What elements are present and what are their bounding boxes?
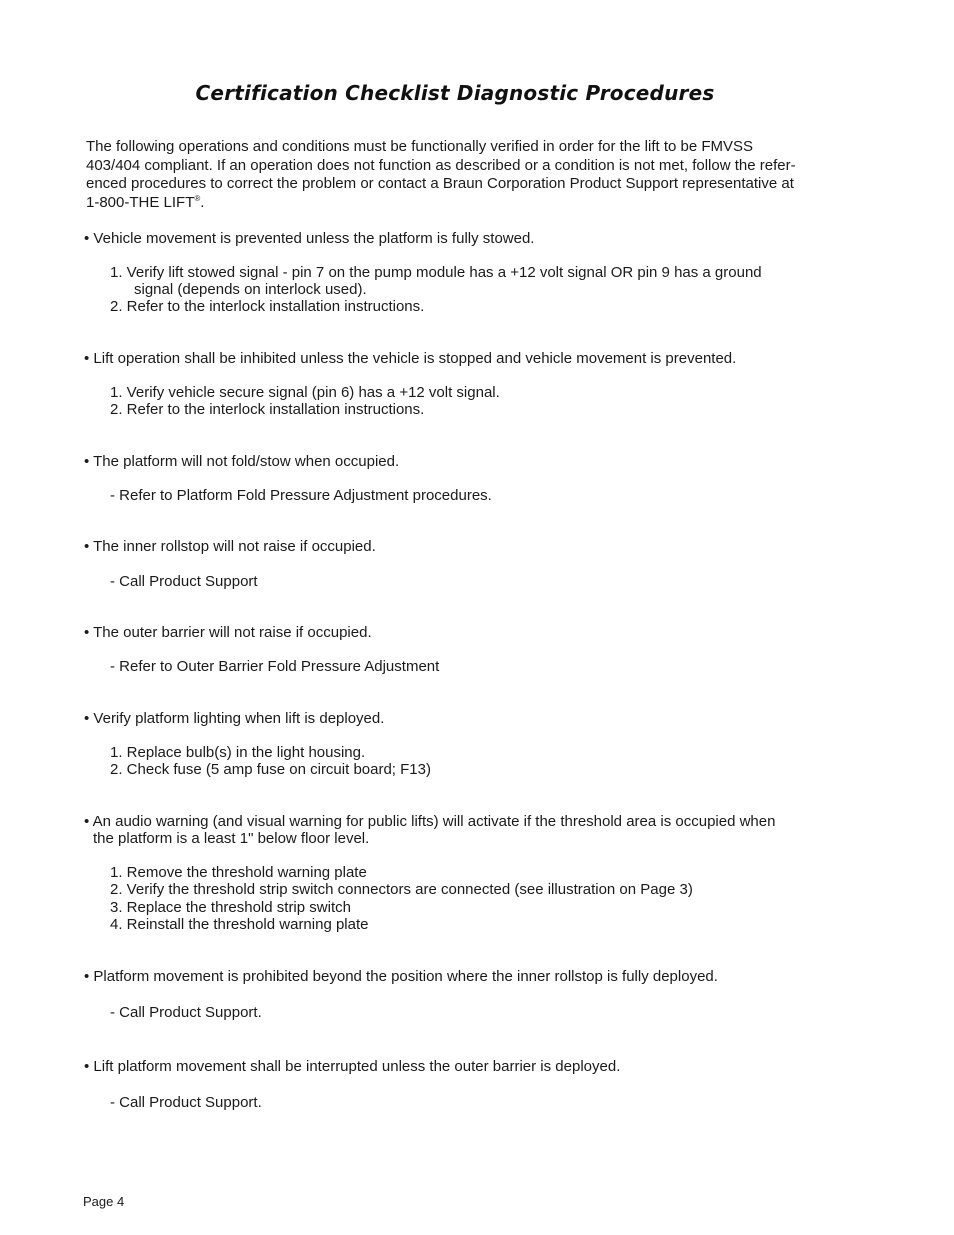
checklist-item: • Platform movement is prohibited beyond the position where the inner rollstop is fully deployed. xyxy=(84,968,718,985)
phone-number: 1-800-THE LIFT xyxy=(86,193,195,211)
procedure-step: 2. Refer to the interlock installation instructions. xyxy=(110,298,425,315)
checklist-item: • The inner rollstop will not raise if occupied. xyxy=(84,538,376,555)
procedure-step: 2. Refer to the interlock installation instructions. xyxy=(110,401,425,418)
procedure-step: - Call Product Support. xyxy=(110,1004,262,1021)
checklist-item: • An audio warning (and visual warning for public lifts) will activate if the threshold area is occupied when xyxy=(84,813,776,830)
procedure-step: 1. Replace bulb(s) in the light housing. xyxy=(110,744,366,761)
intro-line: enced procedures to correct the problem or contact a Braun Corporation Product Support representative at xyxy=(86,175,794,192)
procedure-step: 1. Verify vehicle secure signal (pin 6) has a +12 volt signal. xyxy=(110,384,500,401)
checklist-item-continued: the platform is a least 1" below floor level. xyxy=(93,830,370,847)
intro-paragraph xyxy=(86,138,836,212)
intro-line: The following operations and conditions must be functionally verified in order for the lift to be FMVSS xyxy=(86,138,754,155)
checklist-item: • The outer barrier will not raise if occupied. xyxy=(84,624,372,641)
procedure-step-continued: signal (depends on interlock used). xyxy=(134,281,367,298)
checklist-item: • Lift operation shall be inhibited unless the vehicle is stopped and vehicle movement is prevented. xyxy=(84,350,737,367)
procedure-step: - Call Product Support xyxy=(110,573,258,590)
procedure-step: 1. Remove the threshold warning plate xyxy=(110,864,367,881)
checklist-item: • Verify platform lighting when lift is deployed. xyxy=(84,710,385,727)
procedure-step: 4. Reinstall the threshold warning plate xyxy=(110,916,369,933)
checklist-item: • The platform will not fold/stow when occupied. xyxy=(84,453,400,470)
procedure-step: - Refer to Platform Fold Pressure Adjustment procedures. xyxy=(110,487,492,504)
period: . xyxy=(200,193,205,211)
registered-mark: ® xyxy=(194,193,201,203)
checklist-item: • Lift platform movement shall be interrupted unless the outer barrier is deployed. xyxy=(84,1058,621,1075)
procedure-step: 2. Verify the threshold strip switch connectors are connected (see illustration on Page 3) xyxy=(110,881,693,898)
page-title: Certification Checklist Diagnostic Procedures xyxy=(195,81,715,105)
intro-line: 403/404 compliant. If an operation does not function as described or a condition is not met, follow the refer- xyxy=(86,156,796,174)
intro-line xyxy=(86,194,836,213)
checklist-item: • Vehicle movement is prevented unless the platform is fully stowed. xyxy=(84,230,535,247)
procedure-step: 3. Replace the threshold strip switch xyxy=(110,899,351,916)
procedure-step: 2. Check fuse (5 amp fuse on circuit board; F13) xyxy=(110,761,431,778)
page-number: Page 4 xyxy=(83,1194,125,1209)
procedure-step: - Refer to Outer Barrier Fold Pressure Adjustment xyxy=(110,658,440,675)
procedure-step: 1. Verify lift stowed signal - pin 7 on the pump module has a +12 volt signal OR pin 9 has a ground xyxy=(110,264,762,281)
procedure-step: - Call Product Support. xyxy=(110,1094,262,1111)
